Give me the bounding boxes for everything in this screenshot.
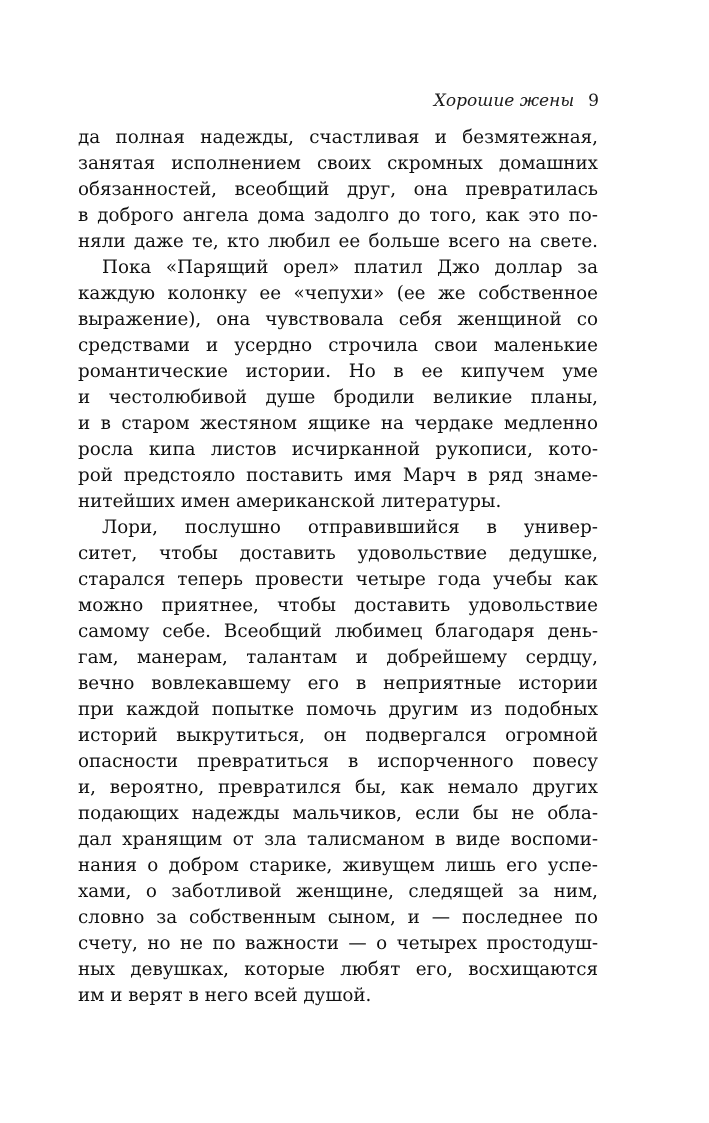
text-line: историй выкрутиться, он подвергался огромной: [78, 725, 598, 746]
text-line: Пока «Парящий орел» платил Джо доллар за: [102, 257, 598, 278]
text-line: словно за собственным сыном, и — последнее по: [78, 907, 598, 928]
text-line: самому себе. Всеобщий любимец благодаря день-: [78, 621, 598, 642]
text-line: ситет, чтобы доставить удовольствие дедушке,: [78, 543, 598, 564]
text-line: в доброго ангела дома задолго до того, как это по-: [78, 205, 598, 226]
text-line: счету, но не по важности — о четырех простодуш-: [78, 933, 598, 954]
page-number: 9: [588, 91, 599, 111]
running-head: [434, 91, 599, 111]
text-line: романтические истории. Но в ее кипучем уме: [78, 361, 598, 382]
text-line: выражение), она чувствовала себя женщиной со: [78, 309, 598, 330]
text-line: гам, манерам, талантам и добрейшему сердцу,: [78, 647, 598, 668]
paragraph-3: [78, 515, 598, 1009]
text-line: средствами и усердно строчила свои маленькие: [78, 335, 598, 356]
text-line: хами, о заботливой женщине, следящей за ним,: [78, 881, 598, 902]
text-line: и честолюбивой душе бродили великие планы,: [78, 387, 598, 408]
text-line: обязанностей, всеобщий друг, она превратилась: [78, 179, 598, 200]
paragraph-2: [78, 255, 598, 515]
text-line: занятая исполнением своих скромных домашних: [78, 153, 598, 174]
text-line: дал хранящим от зла талисманом в виде воспоми-: [78, 829, 598, 850]
text-line: при каждой попытке помочь другим из подобных: [78, 699, 598, 720]
text-line: рой предстояло поставить имя Марч в ряд знаме-: [78, 465, 598, 486]
text-line: Лори, послушно отправившийся в универ-: [102, 517, 598, 538]
text-line: росла кипа листов исчирканной рукописи, кото-: [78, 439, 598, 460]
text-line: каждую колонку ее «чепухи» (ее же собственное: [78, 283, 598, 304]
paragraph-1: [78, 125, 598, 255]
text-line: им и верят в него всей душой.: [78, 985, 372, 1006]
book-title: Хорошие жены: [433, 91, 575, 111]
text-line: няли даже те, кто любил ее больше всего на свете.: [78, 231, 598, 252]
text-line: нания о добром старике, живущем лишь его успе-: [78, 855, 598, 876]
text-line: старался теперь провести четыре года учебы как: [78, 569, 598, 590]
body-text: [78, 125, 598, 1009]
text-line: ных девушках, которые любят его, восхищаются: [78, 959, 598, 980]
text-line: опасности превратиться в испорченного повесу: [78, 751, 598, 772]
text-line: нитейших имен американской литературы.: [78, 491, 502, 512]
text-line: можно приятнее, чтобы доставить удовольствие: [78, 595, 598, 616]
text-line: и в старом жестяном ящике на чердаке медленно: [78, 413, 598, 434]
text-line: подающих надежды мальчиков, если бы не обла-: [78, 803, 598, 824]
text-line: вечно вовлекавшему его в неприятные истории: [78, 673, 598, 694]
text-line: да полная надежды, счастливая и безмятежная,: [78, 127, 598, 148]
text-line: и, вероятно, превратился бы, как немало других: [78, 777, 598, 798]
